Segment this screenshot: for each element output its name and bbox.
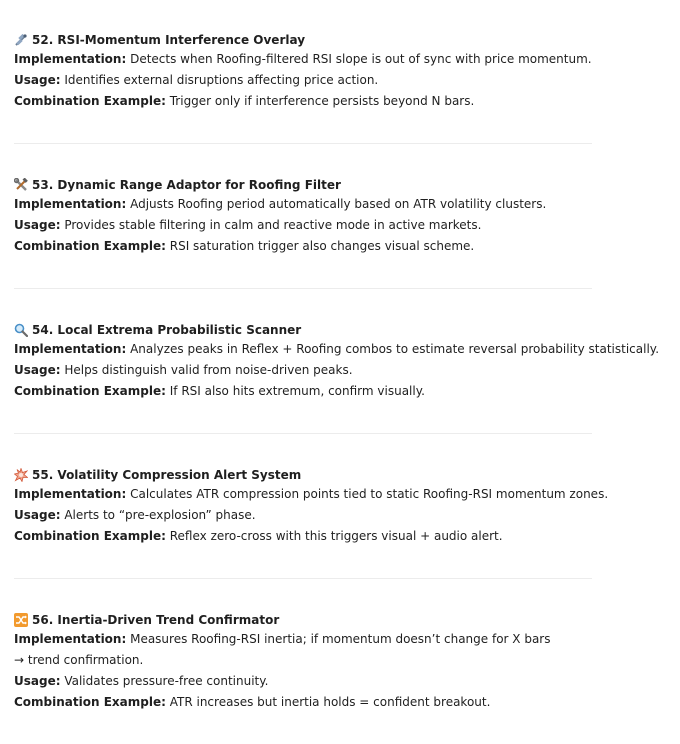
section-title-text: 52. RSI-Momentum Interference Overlay (32, 33, 306, 47)
usage-line (14, 360, 654, 381)
implementation-line (14, 194, 654, 215)
implementation-line (14, 484, 654, 505)
section-56 (14, 611, 654, 713)
section-title-text: 53. Dynamic Range Adaptor for Roofing Filter (32, 178, 341, 192)
usage-label: Usage: (14, 73, 61, 87)
section-54 (14, 321, 660, 402)
combination-line (14, 526, 654, 547)
section-55 (14, 466, 654, 547)
implementation-line (14, 629, 554, 671)
section-title (14, 466, 654, 484)
combination-label: Combination Example: (14, 695, 166, 709)
implementation-text: Measures Roofing-RSI inertia; if momentum doesn’t change for X bars → trend confirmation. (14, 632, 551, 667)
combination-line (14, 692, 654, 713)
usage-text: Validates pressure-free continuity. (64, 674, 269, 688)
usage-label: Usage: (14, 508, 61, 522)
implementation-text: Adjusts Roofing period automatically based on ATR volatility clusters. (130, 197, 547, 211)
implementation-text: Calculates ATR compression points tied to static Roofing-RSI momentum zones. (130, 487, 609, 501)
combination-label: Combination Example: (14, 94, 166, 108)
implementation-line (14, 339, 660, 360)
collision-icon (14, 468, 28, 482)
section-title-text: 55. Volatility Compression Alert System (32, 468, 302, 482)
section-title-text: 54. Local Extrema Probabilistic Scanner (32, 323, 302, 337)
magnifier-icon (14, 323, 28, 337)
implementation-label: Implementation: (14, 632, 127, 646)
section-title (14, 611, 654, 629)
combination-label: Combination Example: (14, 384, 166, 398)
implementation-label: Implementation: (14, 197, 127, 211)
usage-text: Helps distinguish valid from noise-driven peaks. (64, 363, 353, 377)
tools-icon (14, 178, 28, 192)
shuffle-icon (14, 613, 28, 627)
section-title (14, 321, 654, 339)
usage-line (14, 215, 654, 236)
section-divider (14, 288, 592, 289)
implementation-line (14, 49, 654, 70)
usage-text: Identifies external disruptions affecting price action. (64, 73, 379, 87)
combination-line (14, 236, 654, 257)
combination-line (14, 91, 654, 112)
implementation-text: Detects when Roofing-filtered RSI slope is out of sync with price momentum. (130, 52, 592, 66)
usage-label: Usage: (14, 674, 61, 688)
implementation-label: Implementation: (14, 52, 127, 66)
section-divider (14, 143, 592, 144)
combination-text: If RSI also hits extremum, confirm visually. (169, 384, 425, 398)
section-divider (14, 578, 592, 579)
section-title-text: 56. Inertia-Driven Trend Confirmator (32, 613, 280, 627)
usage-line (14, 505, 654, 526)
combination-text: ATR increases but inertia holds = confident breakout. (169, 695, 491, 709)
section-title (14, 31, 654, 49)
combination-label: Combination Example: (14, 529, 166, 543)
implementation-label: Implementation: (14, 342, 127, 356)
combination-label: Combination Example: (14, 239, 166, 253)
combination-text: Reflex zero-cross with this triggers visual + audio alert. (169, 529, 503, 543)
usage-text: Alerts to “pre-explosion” phase. (64, 508, 256, 522)
combination-line (14, 381, 654, 402)
usage-line (14, 671, 654, 692)
combination-text: Trigger only if interference persists beyond N bars. (169, 94, 475, 108)
usage-text: Provides stable filtering in calm and reactive mode in active markets. (64, 218, 482, 232)
implementation-text: Analyzes peaks in Reflex + Roofing combos to estimate reversal probability statistically. (130, 342, 660, 356)
section-divider (14, 433, 592, 434)
satellite-icon (14, 33, 28, 47)
combination-text: RSI saturation trigger also changes visual scheme. (169, 239, 475, 253)
usage-label: Usage: (14, 363, 61, 377)
section-53 (14, 176, 654, 257)
usage-label: Usage: (14, 218, 61, 232)
implementation-label: Implementation: (14, 487, 127, 501)
section-title (14, 176, 654, 194)
section-52 (14, 31, 654, 112)
usage-line (14, 70, 654, 91)
